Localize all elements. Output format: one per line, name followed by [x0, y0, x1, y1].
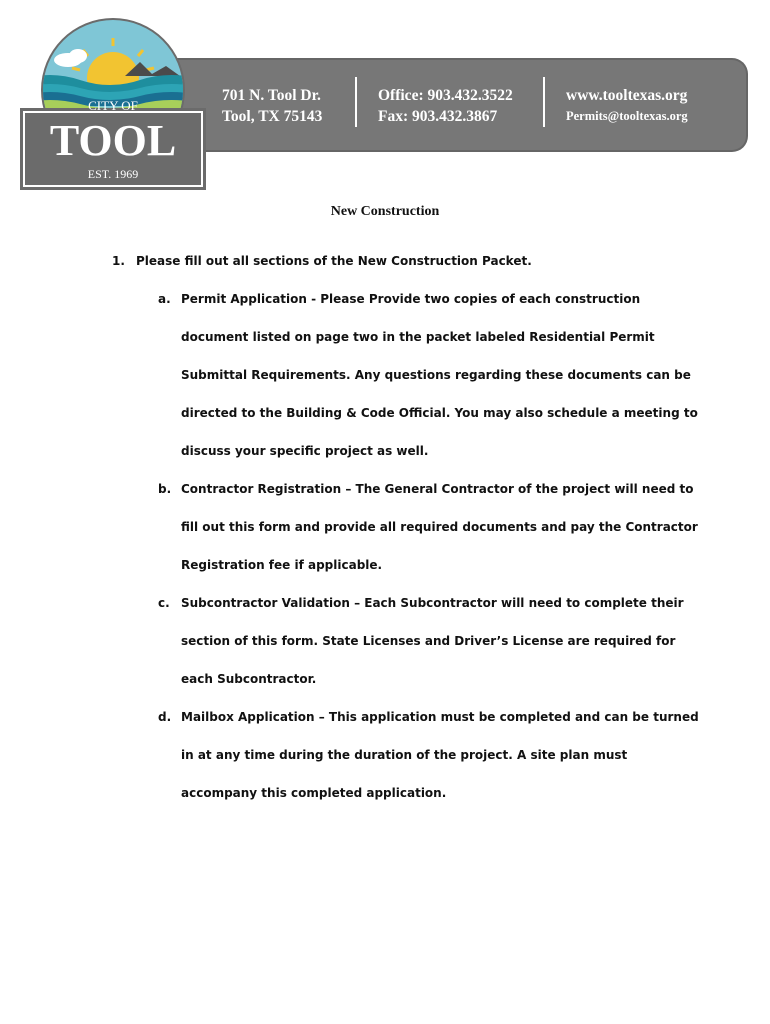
website-link[interactable]: www.tooltexas.org	[566, 87, 688, 104]
office-phone: Office: 903.432.3522	[378, 87, 513, 104]
fax-number: Fax: 903.432.3867	[378, 108, 498, 125]
web-block	[566, 85, 688, 127]
subitem-c-text: Subcontractor Validation – Each Subcontractor will need to complete their section of this form. State Licenses and Driver’s License are required for each Subcontractor.	[181, 596, 684, 686]
subitem-a-marker: a.	[158, 292, 171, 306]
logo-name-text: TOOL	[49, 116, 177, 165]
document-title: New Construction	[330, 204, 440, 219]
subitem-d-text: Mailbox Application – This application must be completed and can be turned in at any time during the duration of the project. A site plan must accompany this completed application.	[181, 710, 699, 800]
logo-city-of-text: CITY OF	[88, 98, 138, 113]
subitem-b-marker: b.	[158, 482, 172, 496]
subitem-a-text: Permit Application - Please Provide two copies of each construction document listed on page two in the packet labeled Residential Permit Submittal Requirements. Any questions regarding these documents can be directed to the Building & Code Official. You may also schedule a meeting to discuss your specific project as well.	[181, 292, 698, 458]
logo-est-text: EST. 1969	[87, 167, 139, 181]
city-logo	[20, 18, 206, 190]
address-line-2: Tool, TX 75143	[222, 108, 323, 125]
address-line-1: 701 N. Tool Dr.	[222, 87, 321, 104]
subitem-d-marker: d.	[158, 710, 172, 724]
header-divider-2	[543, 77, 545, 127]
item-1-number: 1.	[112, 254, 125, 268]
subitem-c-marker: c.	[158, 596, 170, 610]
phone-block	[378, 85, 513, 127]
header-divider-1	[355, 77, 357, 127]
address-block	[222, 85, 322, 127]
item-1-text: Please fill out all sections of the New Construction Packet.	[136, 254, 532, 268]
email-link[interactable]: Permits@tooltexas.org	[566, 109, 688, 123]
subitem-b-text: Contractor Registration – The General Contractor of the project will need to fill out this form and provide all required documents and pay the Contractor Registration fee if applicable.	[181, 482, 698, 572]
